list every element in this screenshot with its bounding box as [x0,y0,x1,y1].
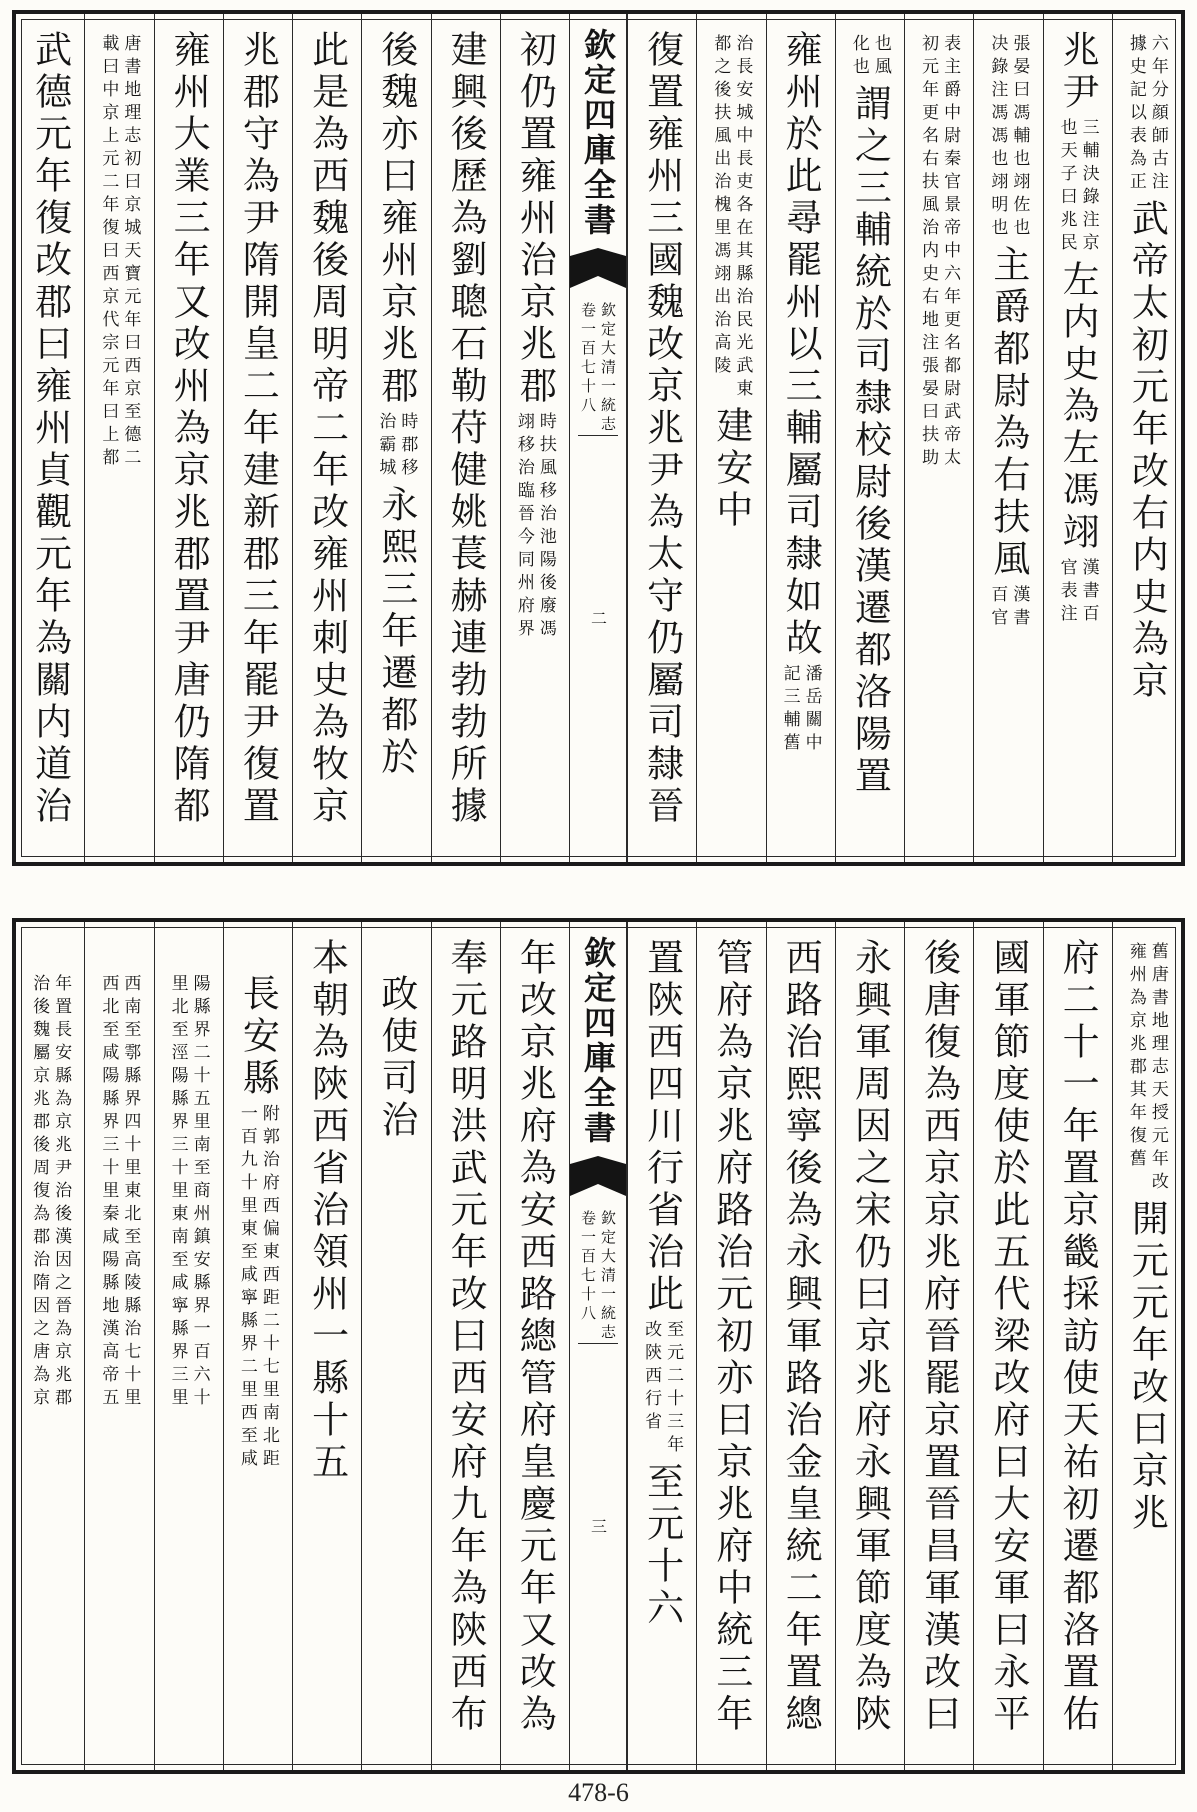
main-text: 開元元年改曰京兆 [1125,1199,1169,1535]
annotation [1125,34,1169,195]
annotation-line: 年置長安縣為京兆尹治後漢因之晉為京兆郡 [51,974,72,1411]
main-text: 雍州於此尋罷州以三輔屬司隸如故 [779,30,823,660]
volume-label [578,302,618,435]
main-text: 奉元路明洪武元年改曰西安府九年為陝西布 [444,938,488,1736]
volume-title: 欽定大清一統志 [599,302,617,435]
text-column [766,922,835,1770]
main-text: 後魏亦曰雍州京兆郡 [374,30,418,408]
main-text: 建安中 [709,406,753,532]
text-column [835,14,904,862]
text-column [154,14,223,862]
annotation-line: 雍州為京兆郡其年復舊 [1125,942,1146,1172]
annotation [917,34,961,471]
annotation-line: 初元年更名右扶風治内史右地注張晏曰扶助 [918,34,939,471]
annotation-line: 至元二十三年 [663,1320,684,1458]
fishtail-mark-icon [570,248,626,288]
divider [578,1343,618,1344]
main-text: 雍州大業三年又改州為京兆郡置尹唐仍隋都 [167,30,211,828]
text-column [835,922,904,1770]
annotation [28,974,72,1411]
volume-title: 欽定大清一統志 [599,1210,617,1343]
text-column [904,922,973,1770]
annotation-line: 治後魏屬京兆郡後周復為郡治隋因之唐為京 [29,974,50,1411]
text-column [766,14,835,862]
annotation-line: 表主爵中尉秦官景帝中六年更名都尉武帝太 [940,34,961,471]
main-text: 武德元年復改郡曰雍州貞觀元年為關内道治 [28,30,72,828]
text-column [627,14,696,862]
annotation-line: 一百九十里東至咸寧縣界二里西至咸 [236,1104,257,1472]
fishtail-mark-icon [570,1156,626,1196]
text-column [1043,922,1112,1770]
annotation [97,34,141,471]
text-column [1112,922,1181,1770]
annotation [848,34,892,80]
annotation-line: 記三輔舊 [779,664,800,756]
annotation-line: 附郭治府西偏東西距二十七里南北距 [258,1104,279,1472]
main-text: 主爵都尉為右扶風 [986,245,1030,581]
main-text: 至元十六 [640,1462,684,1630]
main-text: 永興軍周因之宋仍曰京兆府永興軍節度為陝 [848,938,892,1736]
volume-number: 卷一百七十八 [579,302,597,416]
annotation-line: 都之後扶風出治槐里馮翊出治高陵 [710,34,731,379]
text-column [361,922,430,1770]
annotation-line: 漢書 [1009,585,1030,631]
annotation-line: 西南至鄠縣界四十里東北至高陵縣治七十里 [120,974,141,1411]
text-column [696,922,765,1770]
text-column [223,922,292,1770]
text-column [627,922,696,1770]
main-text: 兆尹 [1056,30,1100,114]
page-number: 三 [588,1518,608,1534]
volume-number: 卷一百七十八 [579,1210,597,1324]
annotation-line: 據史記以表為正 [1125,34,1146,195]
annotation-line: 翊移治臨晉今同州府界 [513,412,534,642]
annotation-line: 三輔決錄注京 [1078,118,1099,256]
text-column [16,922,84,1770]
annotation-line: 六年分顔師古注 [1147,34,1168,195]
main-text: 此是為西魏後周明帝二年改雍州刺史為牧京 [305,30,349,828]
text-column [84,922,153,1770]
main-text: 建興後歷為劉聰石勒苻健姚萇赫連勃勃所據 [444,30,488,828]
annotation [97,974,141,1411]
main-text: 武帝太初元年改右内史為京 [1125,199,1169,703]
divider [578,435,618,436]
annotation [986,34,1030,241]
annotation-line: 張晏曰馮輔也翊佐也 [1009,34,1030,241]
annotation-line: 潘岳關中 [801,664,822,756]
main-text: 政使司治 [374,974,418,1142]
text-column [84,14,153,862]
top-center-fold [569,14,627,862]
text-column [904,14,973,862]
main-text: 謂之三輔統於司隸校尉後漢遷都洛陽置 [848,84,892,798]
main-text: 管府為京兆府路治元初亦曰京兆府中統三年 [709,938,753,1736]
annotation-line: 化也 [848,34,869,80]
text-column [500,14,569,862]
annotation [986,585,1030,631]
text-column [1112,14,1181,862]
annotation-line: 官表注 [1056,558,1077,627]
main-text: 初仍置雍州治京兆郡 [513,30,557,408]
annotation-line: 舊唐書地理志天授元年改 [1147,942,1168,1195]
annotation [779,664,823,756]
annotation [374,412,418,481]
main-text: 左内史為左馮翊 [1056,260,1100,554]
annotation-line: 也天子曰兆民 [1056,118,1077,256]
annotation [1056,118,1100,256]
book-title: 欽定四庫全書 [579,28,617,238]
main-text: 府二十一年置京畿採訪使天祐初遷都洛置佑 [1056,938,1100,1736]
annotation [640,1320,684,1458]
volume-label [578,1210,618,1343]
main-text: 西路治熙寧後為永興軍路治金皇統二年置總 [779,938,823,1736]
annotation-line: 漢書百 [1078,558,1099,627]
annotation-line: 百官 [987,585,1008,631]
annotation-line: 决錄注馮馮也翊明也 [987,34,1008,241]
text-column [973,14,1042,862]
bottom-page [12,918,1185,1774]
annotation-line: 治長安城中長吏各在其縣治民光武東 [732,34,753,402]
text-column [431,922,500,1770]
annotation [167,974,211,1411]
annotation-line: 時郡移 [397,412,418,481]
main-text: 本朝為陝西省治領州一縣十五 [305,938,349,1484]
text-column [16,14,84,862]
main-text: 兆郡守為尹隋開皇二年建新郡三年罷尹復置 [236,30,280,828]
annotation [1056,558,1100,627]
annotation [709,34,753,402]
annotation-line: 唐書地理志初曰京城天寶元年曰西京至德二 [120,34,141,471]
text-column [154,922,223,1770]
text-column [292,14,361,862]
text-column [1043,14,1112,862]
text-column [292,922,361,1770]
annotation-line: 時扶風移治池陽後廢馮 [535,412,556,642]
text-column [223,14,292,862]
text-column [361,14,430,862]
annotation-line: 治霸城 [375,412,396,481]
main-text: 永熙三年遷都於 [374,485,418,779]
main-text: 置陝西四川行省治此 [640,938,684,1316]
annotation-line: 改陝西行省 [641,1320,662,1435]
annotation-line: 也風 [870,34,891,80]
annotation [236,1104,280,1472]
main-text: 復置雍州三國魏改京兆尹為太守仍屬司隸晉 [640,30,684,828]
annotation [1125,942,1169,1195]
annotation-line: 里北至涇陽縣界三十里東南至咸寧縣界三里 [167,974,188,1411]
main-text: 長安縣 [236,974,280,1100]
annotation-line: 西北至咸陽縣界三十里秦咸陽縣地漢高帝五 [98,974,119,1411]
footer-page-label: 478-6 [568,1778,629,1807]
bottom-center-fold [569,922,627,1770]
text-column [696,14,765,862]
annotation [513,412,557,642]
main-text: 後唐復為西京京兆府晉罷京置晉昌軍漢改曰 [917,938,961,1736]
text-column [973,922,1042,1770]
main-text: 年改京兆府為安西路總管府皇慶元年又改為 [513,938,557,1736]
main-text: 國軍節度使於此五代梁改府曰大安軍曰永平 [986,938,1030,1736]
book-title: 欽定四庫全書 [579,936,617,1146]
annotation-line: 載曰中京上元二年復曰西京代宗元年曰上都 [98,34,119,471]
page-number: 二 [588,610,608,626]
text-column [431,14,500,862]
annotation-line: 陽縣界二十五里南至商州鎮安縣界一百六十 [189,974,210,1411]
top-page [12,10,1185,866]
text-column [500,922,569,1770]
